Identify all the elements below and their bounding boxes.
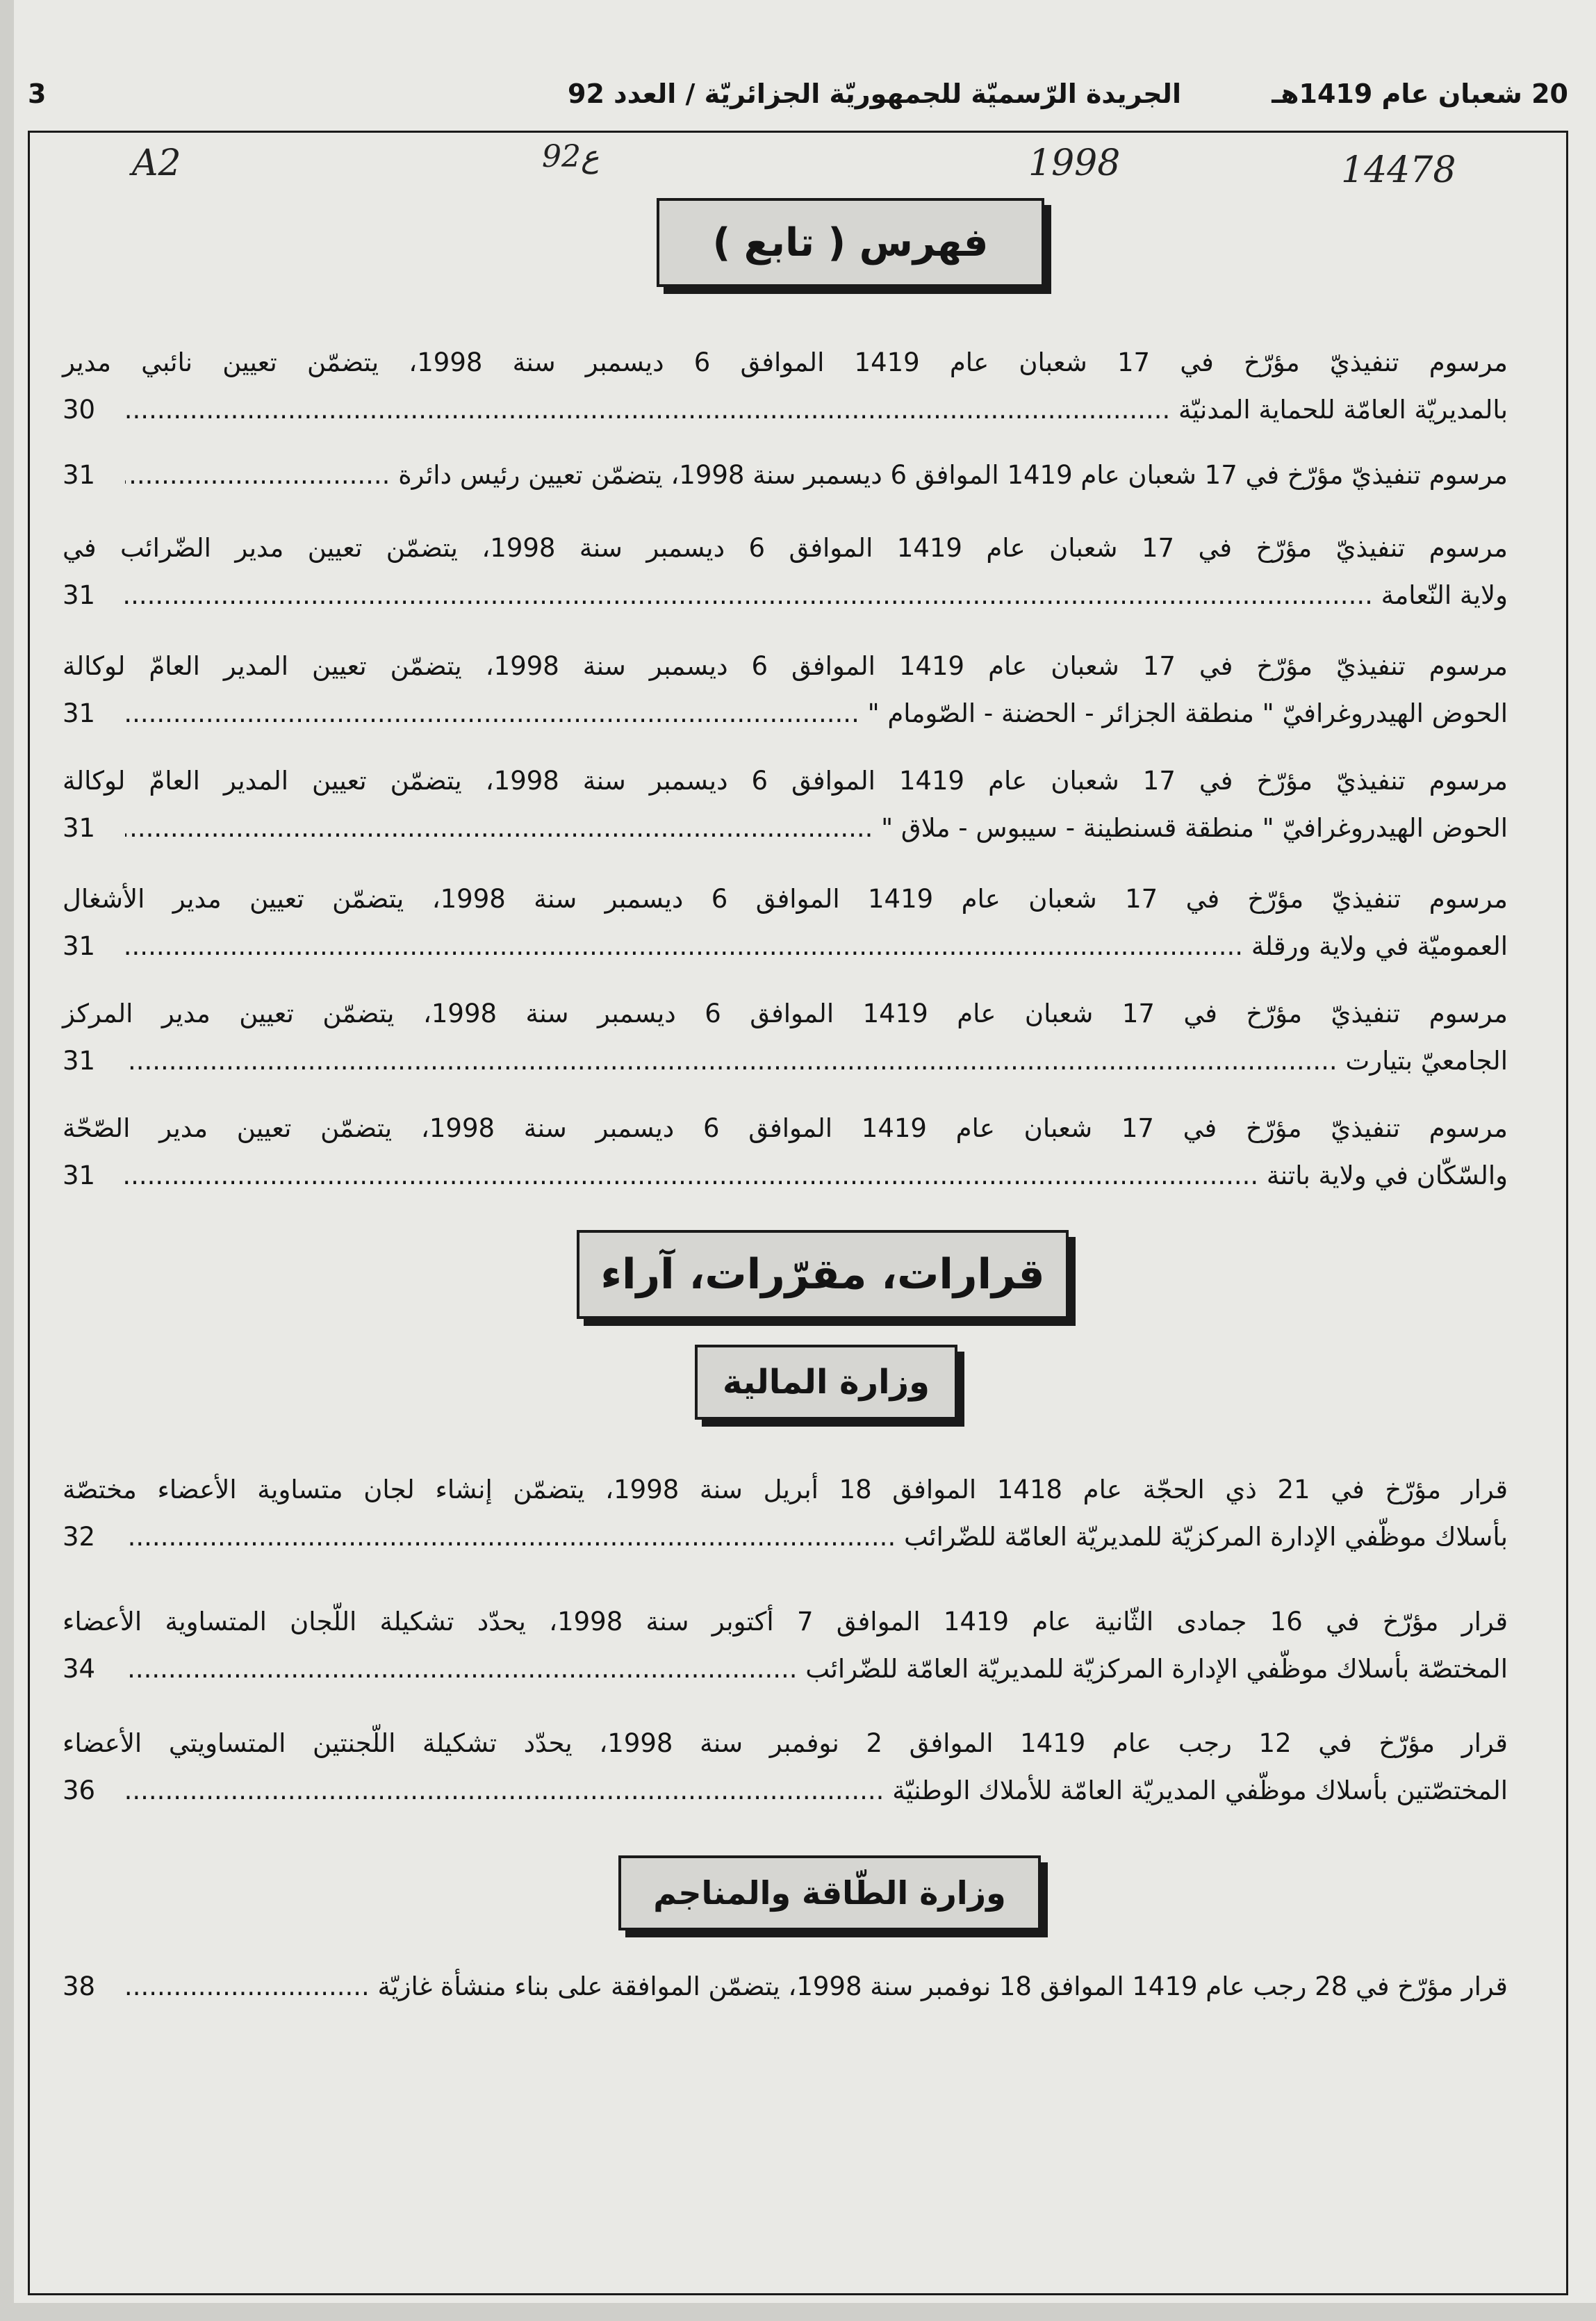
entry-line-last: والسّكّان في ولاية باتنة .....: [139, 1152, 1508, 1199]
entry-page-number: 32: [63, 1514, 125, 1561]
entry-line-last: مرسوم تنفيذيّ مؤرّخ في 17 شعبان عام 1419 الموافق 6 ديسمبر سنة 1998، يتضمّن تعيين رئيس دائرة .....: [139, 452, 1508, 499]
entry-line-last: الحوض الهيدروغرافيّ " منطقة الجزائر - الحضنة - الصّومام " .....: [139, 690, 1508, 737]
entry-page-number: 30: [63, 386, 125, 434]
entry-line-last: بالمديريّة العامّة للحماية المدنيّة .....: [139, 386, 1508, 434]
entry-line: مرسوم تنفيذيّ مؤرّخ في 17 شعبان عام 1419 الموافق 6 ديسمبر سنة 1998، يتضمّن تعيين مدير الأشغال: [63, 884, 1508, 914]
entry-line: قرار مؤرّخ في 16 جمادى الثّانية عام 1419 الموافق 7 أكتوبر سنة 1998، يحدّد تشكيلة اللّجان المتساوية الأعضاء: [63, 1607, 1508, 1637]
entry-page-number: 31: [63, 923, 125, 970]
ministry-energy-title: وزارة الطّاقة والمناجم: [653, 1874, 1006, 1912]
entry-page-number: 31: [63, 452, 125, 499]
index-entry: [63, 1466, 1508, 1561]
handwritten-note-a: A2: [132, 142, 181, 184]
entry-line: مرسوم تنفيذيّ مؤرّخ في 17 شعبان عام 1419 الموافق 6 ديسمبر سنة 1998، يتضمّن تعيين مدير المركز: [63, 999, 1508, 1028]
index-entry: [63, 1105, 1508, 1199]
index-entry: [63, 452, 1508, 499]
index-entry: [63, 525, 1508, 619]
entry-line: قرار مؤرّخ في 12 رجب عام 1419 الموافق 2 نوفمبر سنة 1998، يحدّد تشكيلة اللّجنتين المتساويتي الأعضاء: [63, 1728, 1508, 1758]
entry-page-number: 38: [63, 1963, 125, 2010]
entry-line: مرسوم تنفيذيّ مؤرّخ في 17 شعبان عام 1419 الموافق 6 ديسمبر سنة 1998، يتضمّن تعيين المدير العامّ لوكالة: [63, 651, 1508, 681]
index-entry: [63, 876, 1508, 970]
index-entry: [63, 990, 1508, 1085]
entry-line-last: الجامعيّ بتيارت .....: [139, 1038, 1508, 1085]
entry-page-number: 31: [63, 690, 125, 737]
ministry-energy-box: [618, 1855, 1041, 1930]
entry-line-last: المختصّة بأسلاك موظّفي الإدارة المركزيّة للمديريّة العامّة للضّرائب .....: [139, 1646, 1508, 1693]
page-edge: [0, 0, 14, 2321]
page-header: [28, 66, 1568, 122]
header-page-number: 3: [28, 79, 47, 109]
entry-line-last: قرار مؤرّخ في 28 رجب عام 1419 الموافق 18 نوفمبر سنة 1998، يتضمّن الموافقة على بناء منشأة غازيّة .....: [139, 1963, 1508, 2010]
entry-page-number: 31: [63, 1038, 125, 1085]
index-entry: [63, 1598, 1508, 1693]
entry-page-number: 31: [63, 805, 125, 852]
index-entry: [63, 339, 1508, 434]
footer-rule: [28, 2293, 1568, 2295]
ministry-finance-title: وزارة المالية: [723, 1363, 930, 1402]
index-entry: [63, 1963, 1508, 2010]
entry-line-last: العموميّة في ولاية ورقلة .....: [139, 923, 1508, 970]
entry-page-number: 31: [63, 1152, 125, 1199]
index-title: فهرس ( تابع ): [712, 220, 989, 265]
entry-line-last: المختصّتين بأسلاك موظّفي المديريّة العامّة للأملاك الوطنيّة .....: [139, 1767, 1508, 1814]
handwritten-note-d: 14478: [1341, 149, 1456, 191]
entry-page-number: 34: [63, 1646, 125, 1693]
index-title-box: [657, 198, 1044, 287]
section-title: قرارات، مقرّرات، آراء: [600, 1250, 1045, 1299]
entry-line: قرار مؤرّخ في 21 ذي الحجّة عام 1418 الموافق 18 أبريل سنة 1998، يتضمّن إنشاء لجان متساوية الأعضاء مختصّة: [63, 1475, 1508, 1504]
entry-page-number: 36: [63, 1767, 125, 1814]
index-entry: [63, 757, 1508, 852]
entry-line: مرسوم تنفيذيّ مؤرّخ في 17 شعبان عام 1419 الموافق 6 ديسمبر سنة 1998، يتضمّن تعيين مدير الضّرائب في: [63, 533, 1508, 563]
handwritten-note-b: 92ع: [542, 139, 600, 174]
section-title-box: [577, 1230, 1069, 1319]
entry-line: مرسوم تنفيذيّ مؤرّخ في 17 شعبان عام 1419 الموافق 6 ديسمبر سنة 1998، يتضمّن تعيين مدير الصّحّة: [63, 1113, 1508, 1143]
ministry-finance-box: [695, 1345, 957, 1420]
header-date: 20 شعبان عام 1419هـ: [1272, 79, 1568, 109]
entry-line-last: بأسلاك موظّفي الإدارة المركزيّة للمديريّة العامّة للضّرائب .....: [139, 1514, 1508, 1561]
entry-line-last: الحوض الهيدروغرافيّ " منطقة قسنطينة - سيبوس - ملاق " .....: [139, 805, 1508, 852]
entry-line: مرسوم تنفيذيّ مؤرّخ في 17 شعبان عام 1419 الموافق 6 ديسمبر سنة 1998، يتضمّن تعيين المدير العامّ لوكالة: [63, 766, 1508, 796]
entry-page-number: 31: [63, 572, 125, 619]
header-title: الجريدة الرّسميّة للجمهوريّة الجزائريّة / العدد 92: [568, 79, 1181, 109]
page-edge-bottom: [0, 2303, 1596, 2321]
entry-line: مرسوم تنفيذيّ مؤرّخ في 17 شعبان عام 1419 الموافق 6 ديسمبر سنة 1998، يتضمّن تعيين نائبي مدير: [63, 347, 1508, 377]
entry-line-last: ولاية النّعامة .....: [139, 572, 1508, 619]
index-entry: [63, 1720, 1508, 1814]
index-entry: [63, 643, 1508, 737]
handwritten-note-c: 1998: [1028, 142, 1121, 184]
